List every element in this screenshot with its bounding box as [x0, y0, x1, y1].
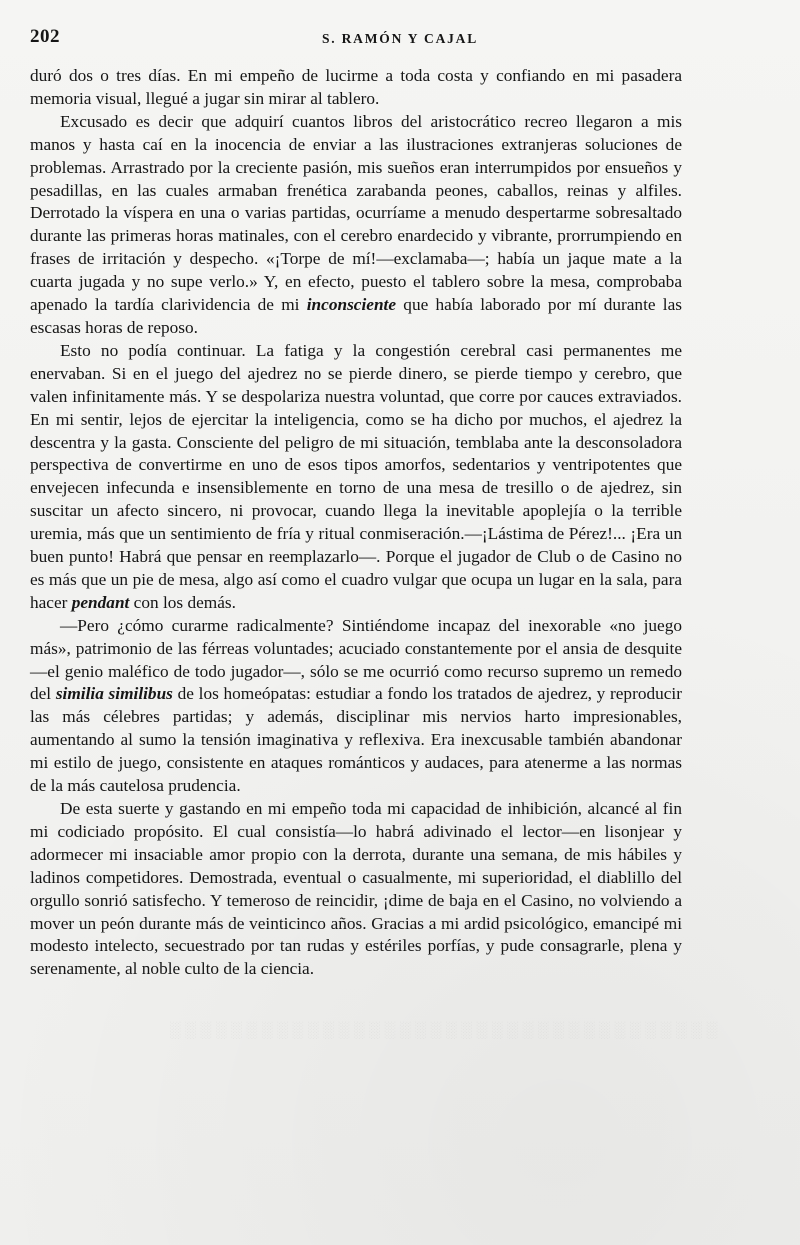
- text-run: con los demás.: [129, 592, 236, 612]
- text-run: —Pero ¿cómo curarme radicalmente? Sintiéndome incapaz del inexorable «no juego más», patrimonio de las férreas voluntades; acuciado constantemente por el ansia de desquite—el genio maléfico de todo jugador—, sólo se me ocurrió como recurso supremo un remedo del: [30, 615, 682, 704]
- paragraph: [30, 65, 682, 111]
- paragraph: [30, 615, 682, 798]
- text-run: Esto no podía continuar. La fatiga y la congestión cerebral casi permanentes me enervaban. Si en el juego del ajedrez no se pierde dinero, se pierde tiempo y cerebro, que valen infinitamente más. Y se despolariza nuestra voluntad, que corre por cauces extraviados. En mi sentir, lejos de ejercitar la inteligencia, como se ha dicho por muchos, el ajedrez la descentra y la gasta. Consciente del peligro de mi situación, temblaba ante la desconsoladora perspectiva de convertirme en uno de esos tipos amorfos, sedentarios y ventripotentes que envejecen infecunda e insensiblemente en torno de una mesa de tresillo o de ajedrez, sin suscitar un afecto sincero, ni provocar, cuando llega la inevitable apoplejía o la terrible uremia, más que un sentimiento de fría y ritual conmiseración.—¡Lástima de Pérez!... ¡Era un buen punto! Habrá que pensar en reemplazarlo—. Porque el jugador de Club o de Casino no es más que un pie de mesa, algo así como el cuadro vulgar que ocupa un lugar en la sala, para hacer: [30, 340, 682, 612]
- paragraph: [30, 798, 682, 981]
- text-run: De esta suerte y gastando en mi empeño toda mi capacidad de inhibición, alcancé al fin mi codiciado propósito. El cual consistía—lo habrá adivinado el lector—en lisonjear y adormecer mi insaciable amor propio con la derrota, durante una semana, de mis hábiles y ladinos competidores. Demostrada, eventual o casualmente, mi superioridad, el diablillo del orgullo sonrió satisfecho. Y temeroso de reincidir, ¡dime de baja en el Casino, no volviendo a mover un peón durante más de veinticinco años. Gracias a mi ardid psicológico, emancipé mi modesto intelecto, secuestrado por tan rudas y estériles porfías, y pude consagrarle, plena y serenamente, al noble culto de la ciencia.: [30, 799, 682, 979]
- italic-phrase: similia similibus: [55, 684, 173, 704]
- text-run: duró dos o tres días. En mi empeño de lucirme a toda costa y confiando en mi pasadera memoria visual, llegué a jugar sin mirar al tablero.: [30, 66, 682, 108]
- running-head: [30, 22, 770, 52]
- italic-phrase: pendant: [71, 592, 130, 612]
- paragraph: [30, 111, 682, 340]
- running-title: S. RAMÓN Y CAJAL: [321, 31, 479, 46]
- text-run: que había laborado por mí durante las escasas horas de reposo.: [30, 295, 683, 337]
- paragraph: [30, 340, 682, 615]
- page-number: 202: [30, 26, 60, 47]
- italic-phrase: inconsciente: [306, 295, 397, 315]
- show-through-texture: ░ ░ ░ ░ ░ ░ ░ ░ ░ ░ ░ ░ ░ ░ ░ ░ ░ ░ ░ ░ ░ ░ ░ ░ ░ ░ ░ ░ ░ ░ ░ ░ ░ ░ ░ ░: [169, 1022, 718, 1039]
- text-run: Excusado es decir que adquirí cuantos libros del aristocrático recreo llegaron a mis manos y hasta caí en la inocencia de enviar a las ilustraciones extranjeras soluciones de problemas. Arrastrado por la creciente pasión, mis sueños eran interrumpidos por ensueños y pesadillas, en las cuales armaban frenética zarabanda peones, caballos, reinas y alfiles. Derrotado la víspera en una o varias partidas, ocurríame a menudo despertarme sobresaltado durante las primeras horas matinales, con el cerebro enardecido y vibrante, prorrumpiendo en frases de irritación y despecho. «¡Torpe de mí!—exclamaba—; había un jaque mate a la cuarta jugada y no supe verlo.» Y, en efecto, puesto el tablero sobre la mesa, comprobaba apenado la tardía clarividencia de mi: [30, 111, 682, 315]
- body-text: [30, 65, 682, 981]
- text-run: de los homeópatas: estudiar a fondo los tratados de ajedrez, y reproducir las más célebres partidas; y además, disciplinar mis nervios harto impresionables, aumentando al sumo la tensión imaginativa y reflexiva. Era inexcusable también abandonar mi estilo de juego, consistente en ataques románticos y audaces, para atenerme a las normas de la más cautelosa prudencia.: [30, 684, 682, 796]
